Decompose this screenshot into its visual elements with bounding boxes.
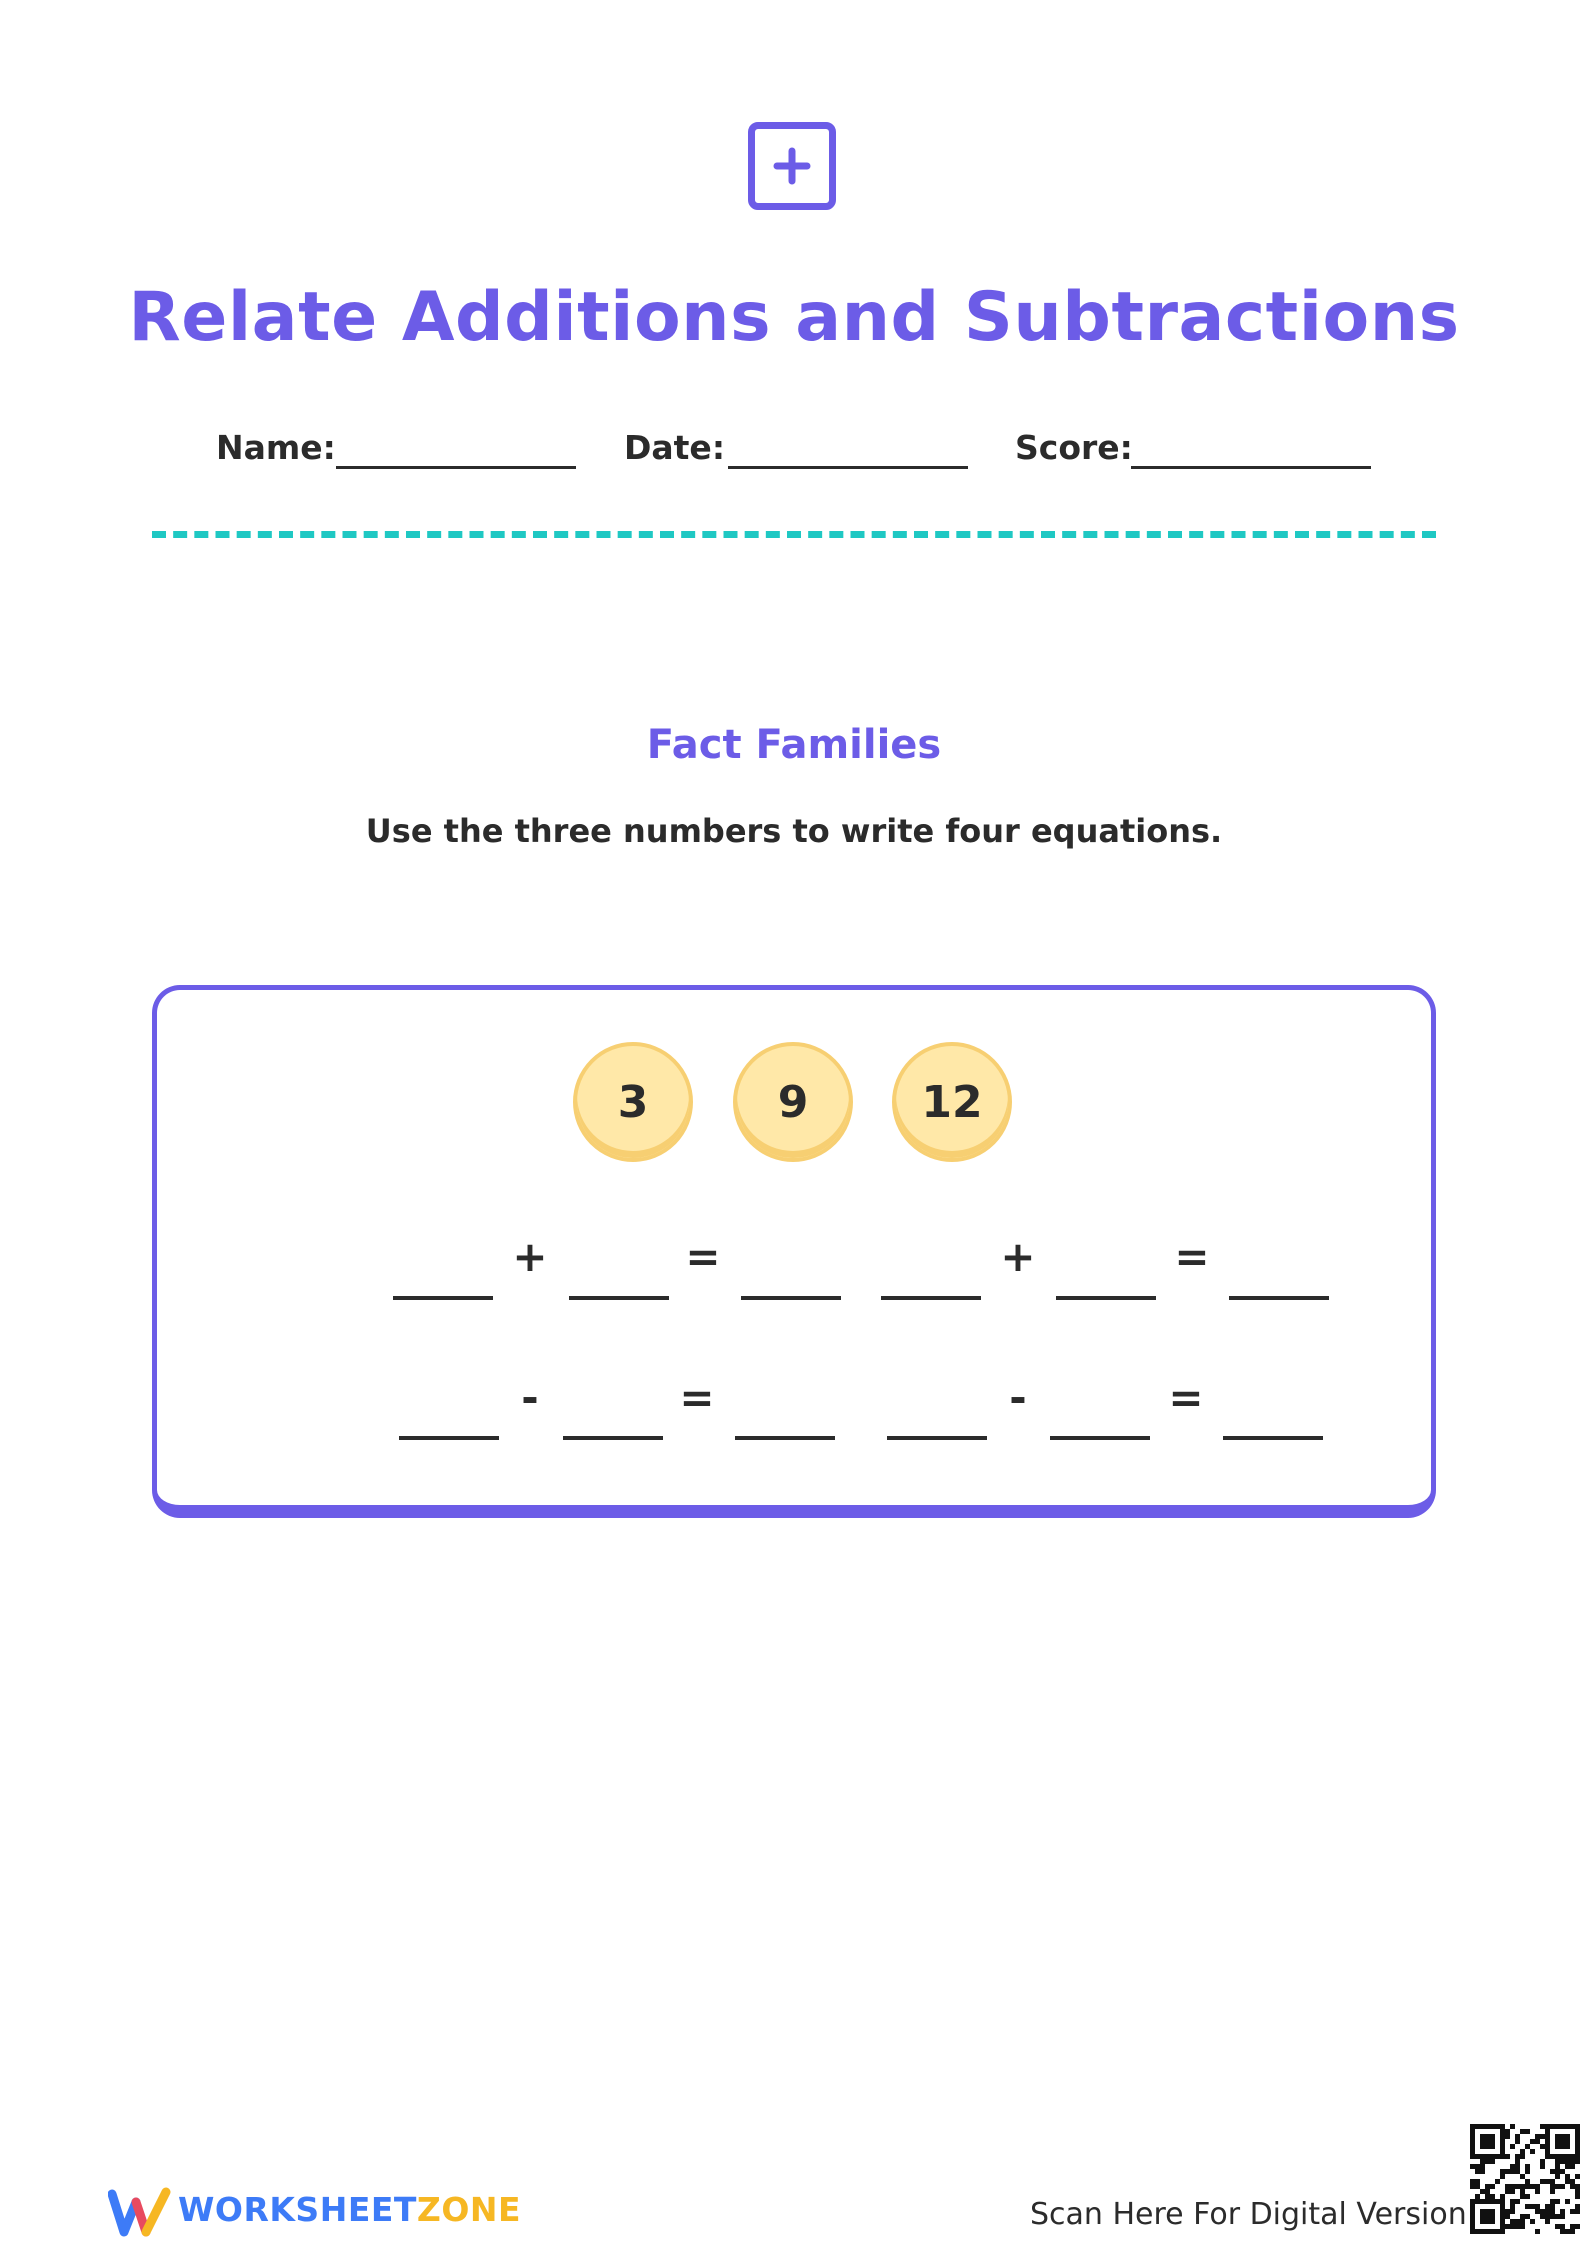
scan-text: Scan Here For Digital Version bbox=[1030, 2197, 1467, 2232]
date-field[interactable] bbox=[728, 466, 968, 469]
instruction-text: Use the three numbers to write four equations. bbox=[365, 812, 1223, 850]
divider bbox=[152, 531, 1436, 538]
section-title: Fact Families bbox=[646, 722, 942, 768]
plus-square-icon bbox=[748, 122, 836, 210]
answer-blank[interactable] bbox=[1229, 1296, 1329, 1300]
equals-sign: = bbox=[1174, 1232, 1210, 1281]
qr-code-icon[interactable] bbox=[1470, 2124, 1580, 2234]
answer-blank[interactable] bbox=[1223, 1436, 1323, 1440]
number-bubble: 12 bbox=[892, 1042, 1012, 1162]
worksheetzone-logo-icon bbox=[108, 2186, 172, 2238]
brand-part-1: WORKSHEET bbox=[178, 2190, 417, 2229]
equals-sign: = bbox=[679, 1373, 715, 1422]
worksheet-title: Relate Additions and Subtractions bbox=[128, 278, 1460, 357]
answer-blank[interactable] bbox=[887, 1436, 987, 1440]
equals-sign: = bbox=[1168, 1373, 1204, 1422]
number-bubble: 9 bbox=[733, 1042, 853, 1162]
answer-blank[interactable] bbox=[563, 1436, 663, 1440]
answer-blank[interactable] bbox=[393, 1296, 493, 1300]
minus-sign: - bbox=[521, 1373, 539, 1422]
plus-sign: + bbox=[1000, 1232, 1036, 1281]
answer-blank[interactable] bbox=[1056, 1296, 1156, 1300]
brand-part-2: ZONE bbox=[416, 2190, 522, 2229]
name-field[interactable] bbox=[336, 466, 576, 469]
answer-blank[interactable] bbox=[569, 1296, 669, 1300]
score-label: Score: bbox=[1015, 428, 1133, 467]
name-label: Name: bbox=[216, 428, 336, 467]
answer-blank[interactable] bbox=[399, 1436, 499, 1440]
number-bubble: 3 bbox=[573, 1042, 693, 1162]
minus-sign: - bbox=[1009, 1373, 1027, 1422]
answer-blank[interactable] bbox=[1050, 1436, 1150, 1440]
equals-sign: = bbox=[685, 1232, 721, 1281]
brand-name[interactable] bbox=[178, 2190, 521, 2229]
score-field[interactable] bbox=[1131, 466, 1371, 469]
answer-blank[interactable] bbox=[881, 1296, 981, 1300]
answer-blank[interactable] bbox=[741, 1296, 841, 1300]
date-label: Date: bbox=[624, 428, 726, 467]
plus-sign: + bbox=[512, 1232, 548, 1281]
answer-blank[interactable] bbox=[735, 1436, 835, 1440]
